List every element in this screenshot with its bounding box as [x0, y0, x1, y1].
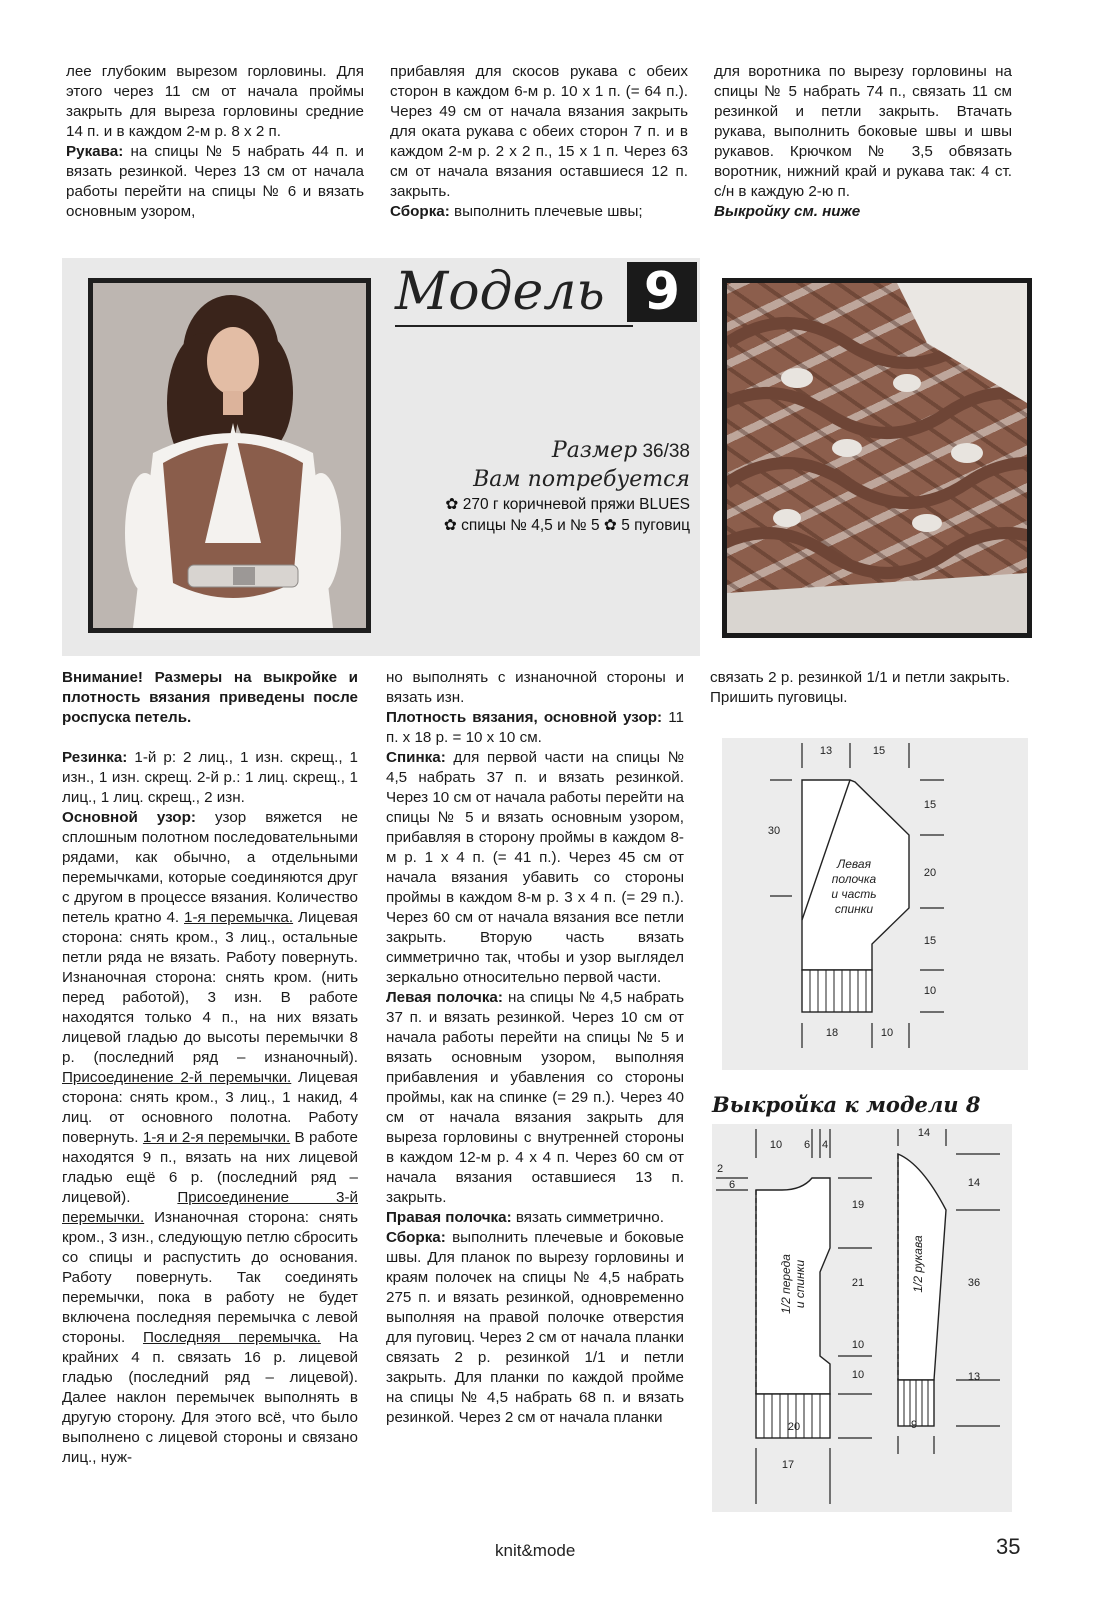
dim-10a: 10 [851, 1339, 865, 1351]
dim-30: 30 [767, 825, 781, 837]
assembly-label: Сборка: [390, 203, 450, 220]
dim-21: 21 [851, 1277, 865, 1289]
diagram1-label-3: и часть [831, 887, 877, 901]
dim-19: 19 [851, 1199, 865, 1211]
dim-15-low: 15 [923, 935, 937, 947]
diagram1-label-4: спинки [834, 902, 874, 916]
left-front-paragraph: Левая полочка: на спицы № 4,5 набрать 37 п. и вязать резинкой. Через 10 см от начала работы перейти на спицы № 5 и вязать основным узором, выполняя прибавления и убавления со стороны проймы, как на спинке (= 29 п.). Через 40 см от начала вязания закрыть для выреза горловины с внутренней стороны в каждом 12-м р. 4 х 4 п. Через 60 см от начала вязания оставшиеся 13 п. закрыть. [386, 989, 684, 1206]
page-number: 35 [996, 1534, 1021, 1559]
materials-heading: Вам потребуется [473, 467, 690, 492]
knit-closeup-photo [722, 278, 1032, 638]
dim-6-left: 6 [728, 1179, 736, 1191]
bottom-column-1 [62, 668, 358, 1468]
needles-line: ✿ спицы № 4,5 и № 5 ✿ 5 пуговиц [443, 517, 690, 534]
assembly-text: выполнить плечевые швы; [449, 203, 643, 220]
back-paragraph: Спинка: для первой части на спицы № 4,5 набрать 37 п. и вязать резинкой. Через 10 см от начала работы перейти на спицы № 5 и вязать основным узором, прибавляя в сторону проймы в каждом 8-м р. 1 х 4 п. (= 41 п.). Через 45 см от начала вязания убавить со стороны проймы в каждом 8-м р. 3 х 4 п. (= 29 п.). Через 60 см от начала вязания все петли закрыть. Вторую часть вязать симметрично так, чтобы и узор выглядел зеркально относительно первой части. [386, 749, 684, 986]
bottom-column-3 [710, 668, 1010, 708]
diagram-model-8-title: Выкройка к модели 8 [712, 1092, 981, 1117]
knit-closeup-image [727, 283, 1027, 633]
diagram1-label-2: полочка [831, 872, 877, 886]
bottom-column-2 [386, 668, 684, 1428]
assembly-paragraph [390, 202, 688, 222]
dim-6: 6 [803, 1139, 811, 1151]
dim-sleeve-14-top: 14 [917, 1127, 931, 1139]
right-front-label: Правая полочка: [386, 1209, 512, 1226]
right-front-paragraph: Правая полочка: вязать симметрично. [386, 1209, 664, 1226]
dim-10-bottom: 10 [880, 1027, 894, 1039]
dim-15-right: 15 [923, 799, 937, 811]
body-label-2: и спинки [793, 1259, 807, 1309]
dim-10: 10 [769, 1139, 783, 1151]
main-pattern-paragraph: Основной узор: узор вяжется не сплошным полотном последовательными рядами, как обычно, а отдельными перемычками, которые соединяются друг с другом в процессе вязания. Количество петель кратно 4. 1-я перемычка. Лицевая сторона: снять кром., 3 лиц., остальные петли ряда не вязать. Работу повернуть. Изнаночная сторона: снять кром. (нить перед работой), 3 изн. В работе находятся только 4 п., на них вязать лицевой гладью до высоты перемычки 8 р. (последний ряд – изнаночный). Присоединение 2-й перемычки. Лицевая сторона: снять кром., 3 лиц., 1 накид, 4 лиц. от основного полотна. Работу повернуть. 1-я и 2-я перемычки. В работе находятся 9 п., вязать на них лицевой гладью ещё 6 р. (последний ряд – лицевой). Присоединение 3-й перемычки. Изнаночная сторона: снять кром., 3 изн., следующую петлю сбросить со спицы и распустить до основания. Работу повернуть. Так соединять перемычки, пока в работу не будет включена последняя перемычка с левой стороны. Последняя перемычка. На крайних 4 п. связать 16 р. лицевой гладью (последний ряд – лицевой). Далее наклон перемычек выполнять в другую сторону. Для этого всё, что было выполнено с лицевой стороны и связано лиц., нуж- [62, 809, 358, 1466]
assembly-bottom-paragraph: Сборка: выполнить плечевые и боковые швы. Для планок по вырезу горловины и краям полочек на спицы № 4,5 набрать 275 п. и вязать резинкой, одновременно выполняя на правой полочке отверстия для пуговиц. Через 2 см от начала планки связать 2 р. резинкой 1/1 и петли закрыть. Для планки по каждой пройме на спицы № 4,5 набрать 68 п. и вязать резинкой. Через 2 см от начала планки [386, 1229, 684, 1426]
top-column-3 [714, 62, 1012, 222]
size-line: Размер 36/38 [551, 438, 690, 463]
yarn-line: ✿ 270 г коричневой пряжи BLUES [445, 496, 690, 513]
flower-bullet-icon: ✿ [603, 517, 617, 534]
diagram1-label-1: Левая [837, 857, 871, 871]
dim-13: 13 [819, 745, 833, 757]
pattern-reference: Выкройку см. ниже [714, 203, 861, 220]
model-specs [385, 437, 690, 536]
flower-bullet-icon: ✿ [443, 517, 457, 534]
dim-18: 18 [825, 1027, 839, 1039]
top-column-1 [66, 62, 364, 222]
dim-4: 4 [821, 1139, 829, 1151]
top-column-2 [390, 62, 688, 222]
body-label-1: 1/2 переда [779, 1254, 793, 1314]
knit-texture-illustration [727, 283, 1027, 633]
dim-17: 17 [781, 1459, 795, 1471]
dim-20: 20 [787, 1421, 801, 1433]
dim-sleeve-14-right: 14 [967, 1177, 981, 1189]
model-photo [88, 278, 371, 633]
back-label: Спинка: [386, 749, 446, 766]
dim-15-top: 15 [872, 745, 886, 757]
top-col2-paragraph: прибавляя для скосов рукава с обеих сторон в каждом 6-м р. 10 х 1 п. (= 64 п.). Через 49 см от начала вязания закрыть для оката рукава с обеих сторон 7 п. и в каждом 2-м р. 2 х 2 п., 15 х 1 п. Через 63 см от начала вязания оставшиеся 12 п. закрыть. [390, 63, 688, 200]
buttons-paragraph: связать 2 р. резинкой 1/1 и петли закрыть. Пришить пуговицы. [710, 669, 1010, 706]
dim-sleeve-36: 36 [967, 1277, 981, 1289]
dim-10b: 10 [851, 1369, 865, 1381]
sleeves-label: Рукава: [66, 143, 124, 160]
diagram-model-9 [722, 738, 1028, 1070]
dim-sleeve-13: 13 [967, 1371, 981, 1383]
left-front-label: Левая полочка: [386, 989, 503, 1006]
dim-2: 2 [716, 1163, 724, 1175]
top-col1-paragraph: лее глубоким вырезом горловины. Для этого через 11 см от начала проймы закрыть для выреза горловины средние 14 п. и в каждом 2-м р. 8 х 2 п. [66, 63, 364, 140]
diagram-model-8 [712, 1124, 1012, 1512]
main-pattern-label: Основной узор: [62, 809, 196, 826]
dim-10-right: 10 [923, 985, 937, 997]
sleeves-paragraph [66, 142, 364, 222]
rib-paragraph: Резинка: 1-й р: 2 лиц., 1 изн. скрещ., 1 изн., 1 изн. скрещ. 2-й р.: 1 лиц. скрещ., 1 лиц., 1 лиц. скрещ., 2 изн. [62, 749, 358, 806]
model-title [395, 262, 715, 326]
model-title-word: Модель [395, 262, 605, 322]
density-paragraph: Плотность вязания, основной узор: 11 п. х 18 р. = 10 х 10 см. [386, 709, 684, 746]
title-underline [395, 325, 633, 327]
sleeve-label: 1/2 рукава [911, 1235, 925, 1293]
attention-note: Внимание! Размеры на выкройке и плотность вязания приведены после роспуска петель. [62, 669, 358, 726]
model-photo-image [93, 283, 366, 628]
dim-20: 20 [923, 867, 937, 879]
assembly-bottom-label: Сборка: [386, 1229, 446, 1246]
rib-label: Резинка: [62, 749, 128, 766]
model-figure-illustration [93, 283, 366, 628]
magazine-brand: knit&mode [495, 1541, 576, 1560]
top-col3-paragraph: для воротника по вырезу горловины на спицы № 5 набрать 74 п., связать 11 см резинкой и петли закрыть. Втачать рукава, выполнить боковые швы и швы рукавов. Крючком № 3,5 обвязать воротник, нижний край и рукава так: 4 ст. с/н в каждую 2-ю п. [714, 63, 1012, 200]
continuation-paragraph: но выполнять с изнаночной стороны и вязать изн. [386, 669, 684, 706]
sleeves-text: на спицы № 5 набрать 44 п. и вязать резинкой. Через 13 см от начала работы перейти на спицы № 6 и вязать основным узором, [66, 143, 364, 220]
model-number: 9 [627, 262, 697, 322]
flower-bullet-icon: ✿ [445, 496, 459, 513]
density-label: Плотность вязания, основной узор: [386, 709, 663, 726]
dim-sleeve-9: 9 [910, 1419, 918, 1431]
